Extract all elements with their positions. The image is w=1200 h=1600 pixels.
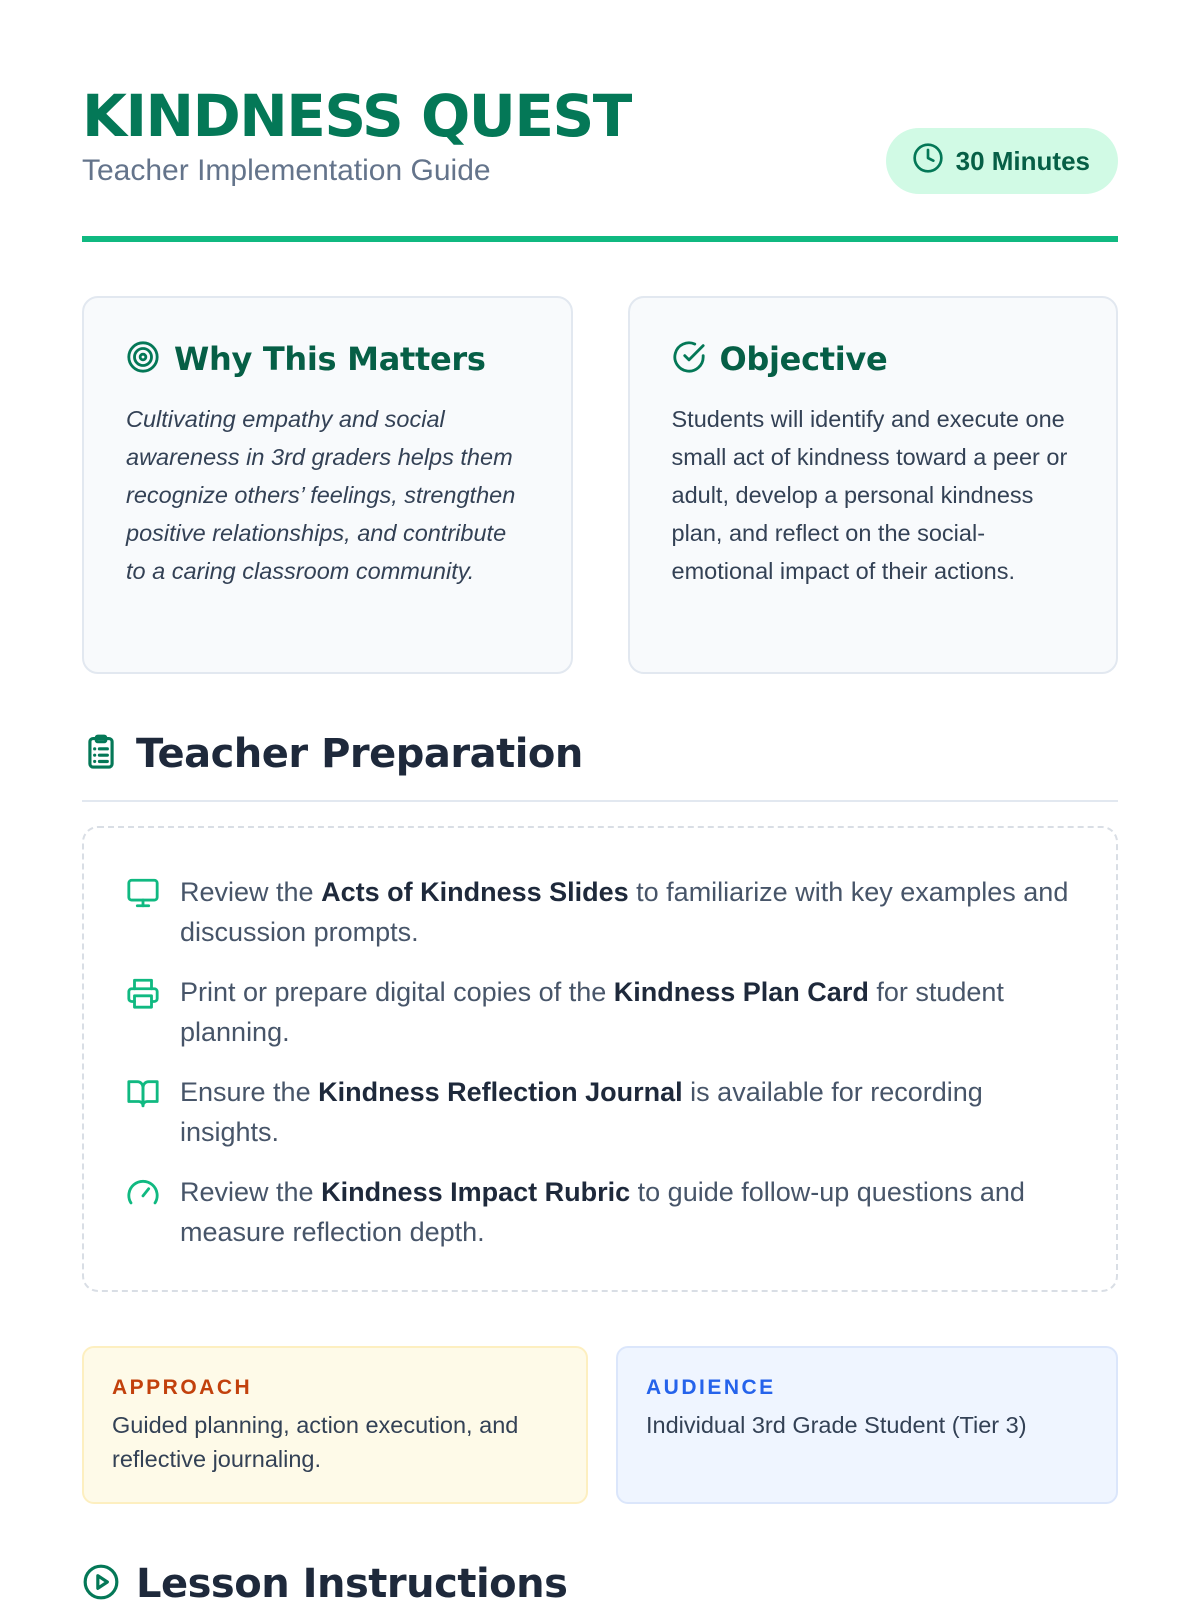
clock-icon (912, 142, 944, 181)
item-text-start: Print or prepare digital copies of the (180, 977, 614, 1007)
lesson-instructions-section (82, 1554, 1118, 1600)
summary-cards (82, 296, 1118, 674)
info-boxes (82, 1346, 1118, 1504)
duration-label: 30 Minutes (955, 145, 1090, 176)
resource-name: Acts of Kindness Slides (321, 877, 629, 907)
list-item-text (180, 1172, 1076, 1252)
list-item (126, 872, 1076, 952)
audience-box (616, 1346, 1118, 1504)
item-text-start: Review the (180, 1177, 322, 1207)
page-header (82, 0, 1118, 242)
list-item (126, 972, 1076, 1052)
page-subtitle: Teacher Implementation Guide (82, 154, 491, 187)
approach-text: Guided planning, action execution, and reflective journaling. (112, 1412, 519, 1472)
objective-card-title: Objective (719, 340, 888, 378)
book-open-icon (126, 1072, 160, 1152)
why-card-title: Why This Matters (174, 340, 486, 378)
approach-box (82, 1346, 588, 1504)
lesson-instructions-header (82, 1554, 1118, 1600)
why-card-header (126, 336, 531, 382)
play-circle-icon (82, 1563, 120, 1600)
lesson-instructions-title: Lesson Instructions (136, 1561, 568, 1600)
resource-name: Kindness Plan Card (613, 977, 869, 1007)
preparation-list (82, 826, 1118, 1292)
list-item-text (180, 972, 1076, 1052)
objective-card (628, 296, 1119, 674)
gauge-icon (126, 1172, 160, 1252)
list-item-text (180, 872, 1076, 952)
clipboard-icon (82, 733, 120, 776)
approach-label: APPROACH (112, 1376, 253, 1399)
resource-name: Kindness Impact Rubric (321, 1177, 631, 1207)
teacher-preparation-title: Teacher Preparation (136, 731, 583, 777)
target-icon (126, 340, 160, 379)
page-title: KINDNESS QUEST (82, 82, 631, 150)
teacher-preparation-section (82, 724, 1118, 802)
audience-label: AUDIENCE (646, 1376, 776, 1399)
list-item (126, 1172, 1076, 1252)
objective-card-header (672, 336, 1077, 382)
item-text-start: Review the (180, 877, 322, 907)
item-text-end: to familiarize with key examples and discussion prompts. (180, 877, 1069, 947)
section-divider (82, 800, 1118, 802)
duration-badge (886, 128, 1118, 194)
teacher-preparation-header (82, 724, 1118, 784)
objective-card-text: Students will identify and execute one small act of kindness toward a peer or adult, develop a personal kindness plan, and reflect on the social-emotional impact of their actions. (671, 406, 1068, 584)
item-text-end: to guide follow-up questions and measure reflection depth. (180, 1177, 1025, 1247)
item-text-start: Ensure the (180, 1077, 319, 1107)
why-card (82, 296, 573, 674)
printer-icon (126, 972, 160, 1052)
list-item (126, 1072, 1076, 1152)
check-circle-icon (672, 340, 706, 379)
why-card-text: Cultivating empathy and social awareness in 3rd graders helps them recognize others’ feelings, strengthen positive relationships, and contribute to a caring classroom community. (126, 406, 516, 584)
audience-text: Individual 3rd Grade Student (Tier 3) (646, 1412, 1027, 1438)
item-text-end: for student planning. (180, 977, 1004, 1047)
resource-name: Kindness Reflection Journal (318, 1077, 683, 1107)
monitor-icon (126, 872, 160, 952)
list-item-text (180, 1072, 1076, 1152)
item-text-end: is available for recording insights. (180, 1077, 983, 1147)
